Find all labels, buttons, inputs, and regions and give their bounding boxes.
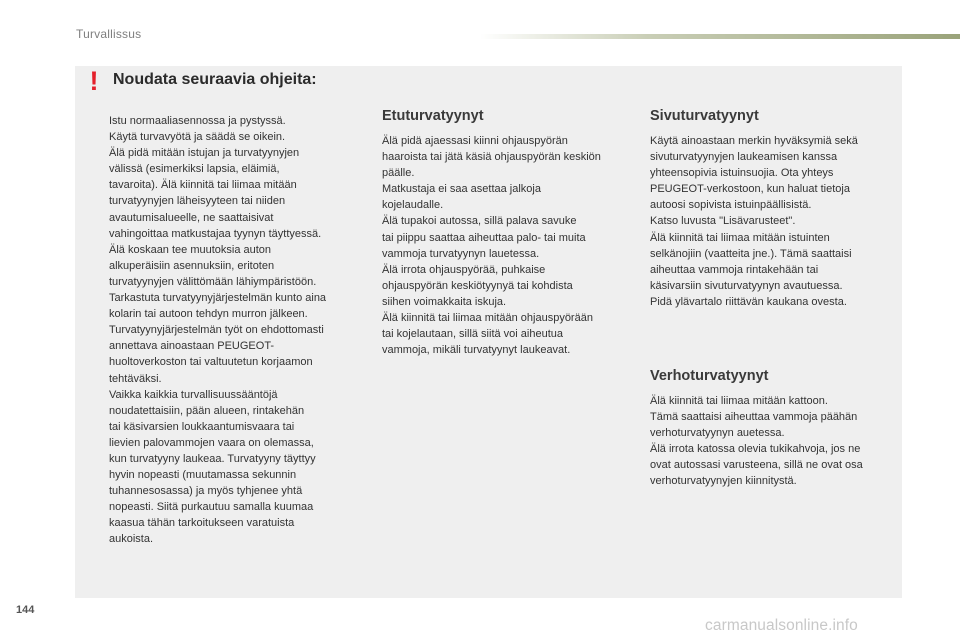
curtain-airbags-heading: Verhoturvatyynyt [650, 368, 769, 384]
chapter-title: Turvallissus [76, 27, 142, 41]
page-number: 144 [16, 604, 35, 616]
front-airbags-section [382, 108, 637, 358]
panel-title: Noudata seuraavia ohjeita: [113, 71, 317, 88]
intro-column [109, 113, 364, 548]
side-airbags-text: Käytä ainoastaan merkin hyväksymiä sekä sivuturvatyynyjen laukeamisen kanssa yhteensopivia istuinsuojia. Ota yhteys PEUGEOT-verkostoon, kun haluat tietoja autoosi sopivista istuinpäällisistä. Katso luvusta "Lisävarusteet". Älä kiinnitä tai liimaa mitään istuinten selkänojiin (vaatteita jne.). Tämä saattaisi aiheuttaa vammoja rintakehään tai käsivarsiin sivuturvatyynyn avautuessa. Pidä ylävartalo riittävän kaukana ovesta. [650, 135, 858, 308]
side-airbags-section [650, 108, 895, 310]
front-airbags-text: Älä pidä ajaessasi kiinni ohjauspyörän haaroista tai jätä käsiä ohjauspyörän keskiön päälle. Matkustaja ei saa asettaa jalkoja kojelaudalle. Älä tupakoi autossa, sillä palava savuke tai piippu saattaa aiheuttaa palo- tai muita vammoja turvatyynyn lauetessa. Älä irrota ohjauspyörää, puhkaise ohjauspyörän keskiötyynyä tai kohdista siihen voimakkaita iskuja. Älä kiinnitä tai liimaa mitään ohjauspyörään tai kojelautaan, sillä siitä voi aiheutua vammoja, mikäli turvatyynyt laukeavat. [382, 135, 601, 357]
curtain-airbags-text: Älä kiinnitä tai liimaa mitään kattoon. Tämä saattaisi aiheuttaa vammoja päähän verhoturvatyynyn auetessa. Älä irrota katossa olevia tukikahvoja, jos ne ovat autossasi varusteena, sillä ne ovat osa verhoturvatyynyjen kiinnitystä. [650, 395, 863, 488]
curtain-airbags-section [650, 368, 895, 490]
front-airbags-heading: Etuturvatyynyt [382, 108, 484, 124]
side-airbags-heading: Sivuturvatyynyt [650, 108, 759, 124]
exclamation-warning-icon: ! [89, 66, 99, 96]
watermark: carmanualsonline.info [705, 617, 858, 634]
header-rule [480, 34, 960, 39]
intro-text: Istu normaaliasennossa ja pystyssä. Käytä turvavyötä ja säädä se oikein. Älä pidä mitään istujan ja turvatyynyjen välissä (esimerkiksi lapsia, eläimiä, tavaroita). Älä kiinnitä tai liimaa mitään turvatyynyjen läheisyyteen tai niiden avautumisalueelle, ne saattaisivat vahingoittaa matkustajaa tyynyn täyttyessä. Älä koskaan tee muutoksia auton alkuperäisiin asennuksiin, eritoten turvatyynyjen välittömään lähiympäristöön. Tarkastuta turvatyynyjärjestelmän kunto aina kolarin tai autoon tehdyn murron jälkeen. Turvatyynyjärjestelmän työt on ehdottomasti annettava ainoastaan PEUGEOT- huoltoverkoston tai valtuutetun korjaamon tehtäväksi. Vaikka kaikkia turvallisuussääntöjä noudatettaisiin, pään alueen, rintakehän tai käsivarsien loukkaantumisvaara tai lievien palovammojen vaara on olemassa, kun turvatyyny laukeaa. Turvatyyny täyttyy hyvin nopeasti (muutamassa sekunnin tuhannesosassa) ja myös tyhjenee yhtä nopeasti. Siitä purkautuu samalla kuumaa kaasua tähän tarkoitukseen varatuista aukoista. [109, 115, 327, 546]
